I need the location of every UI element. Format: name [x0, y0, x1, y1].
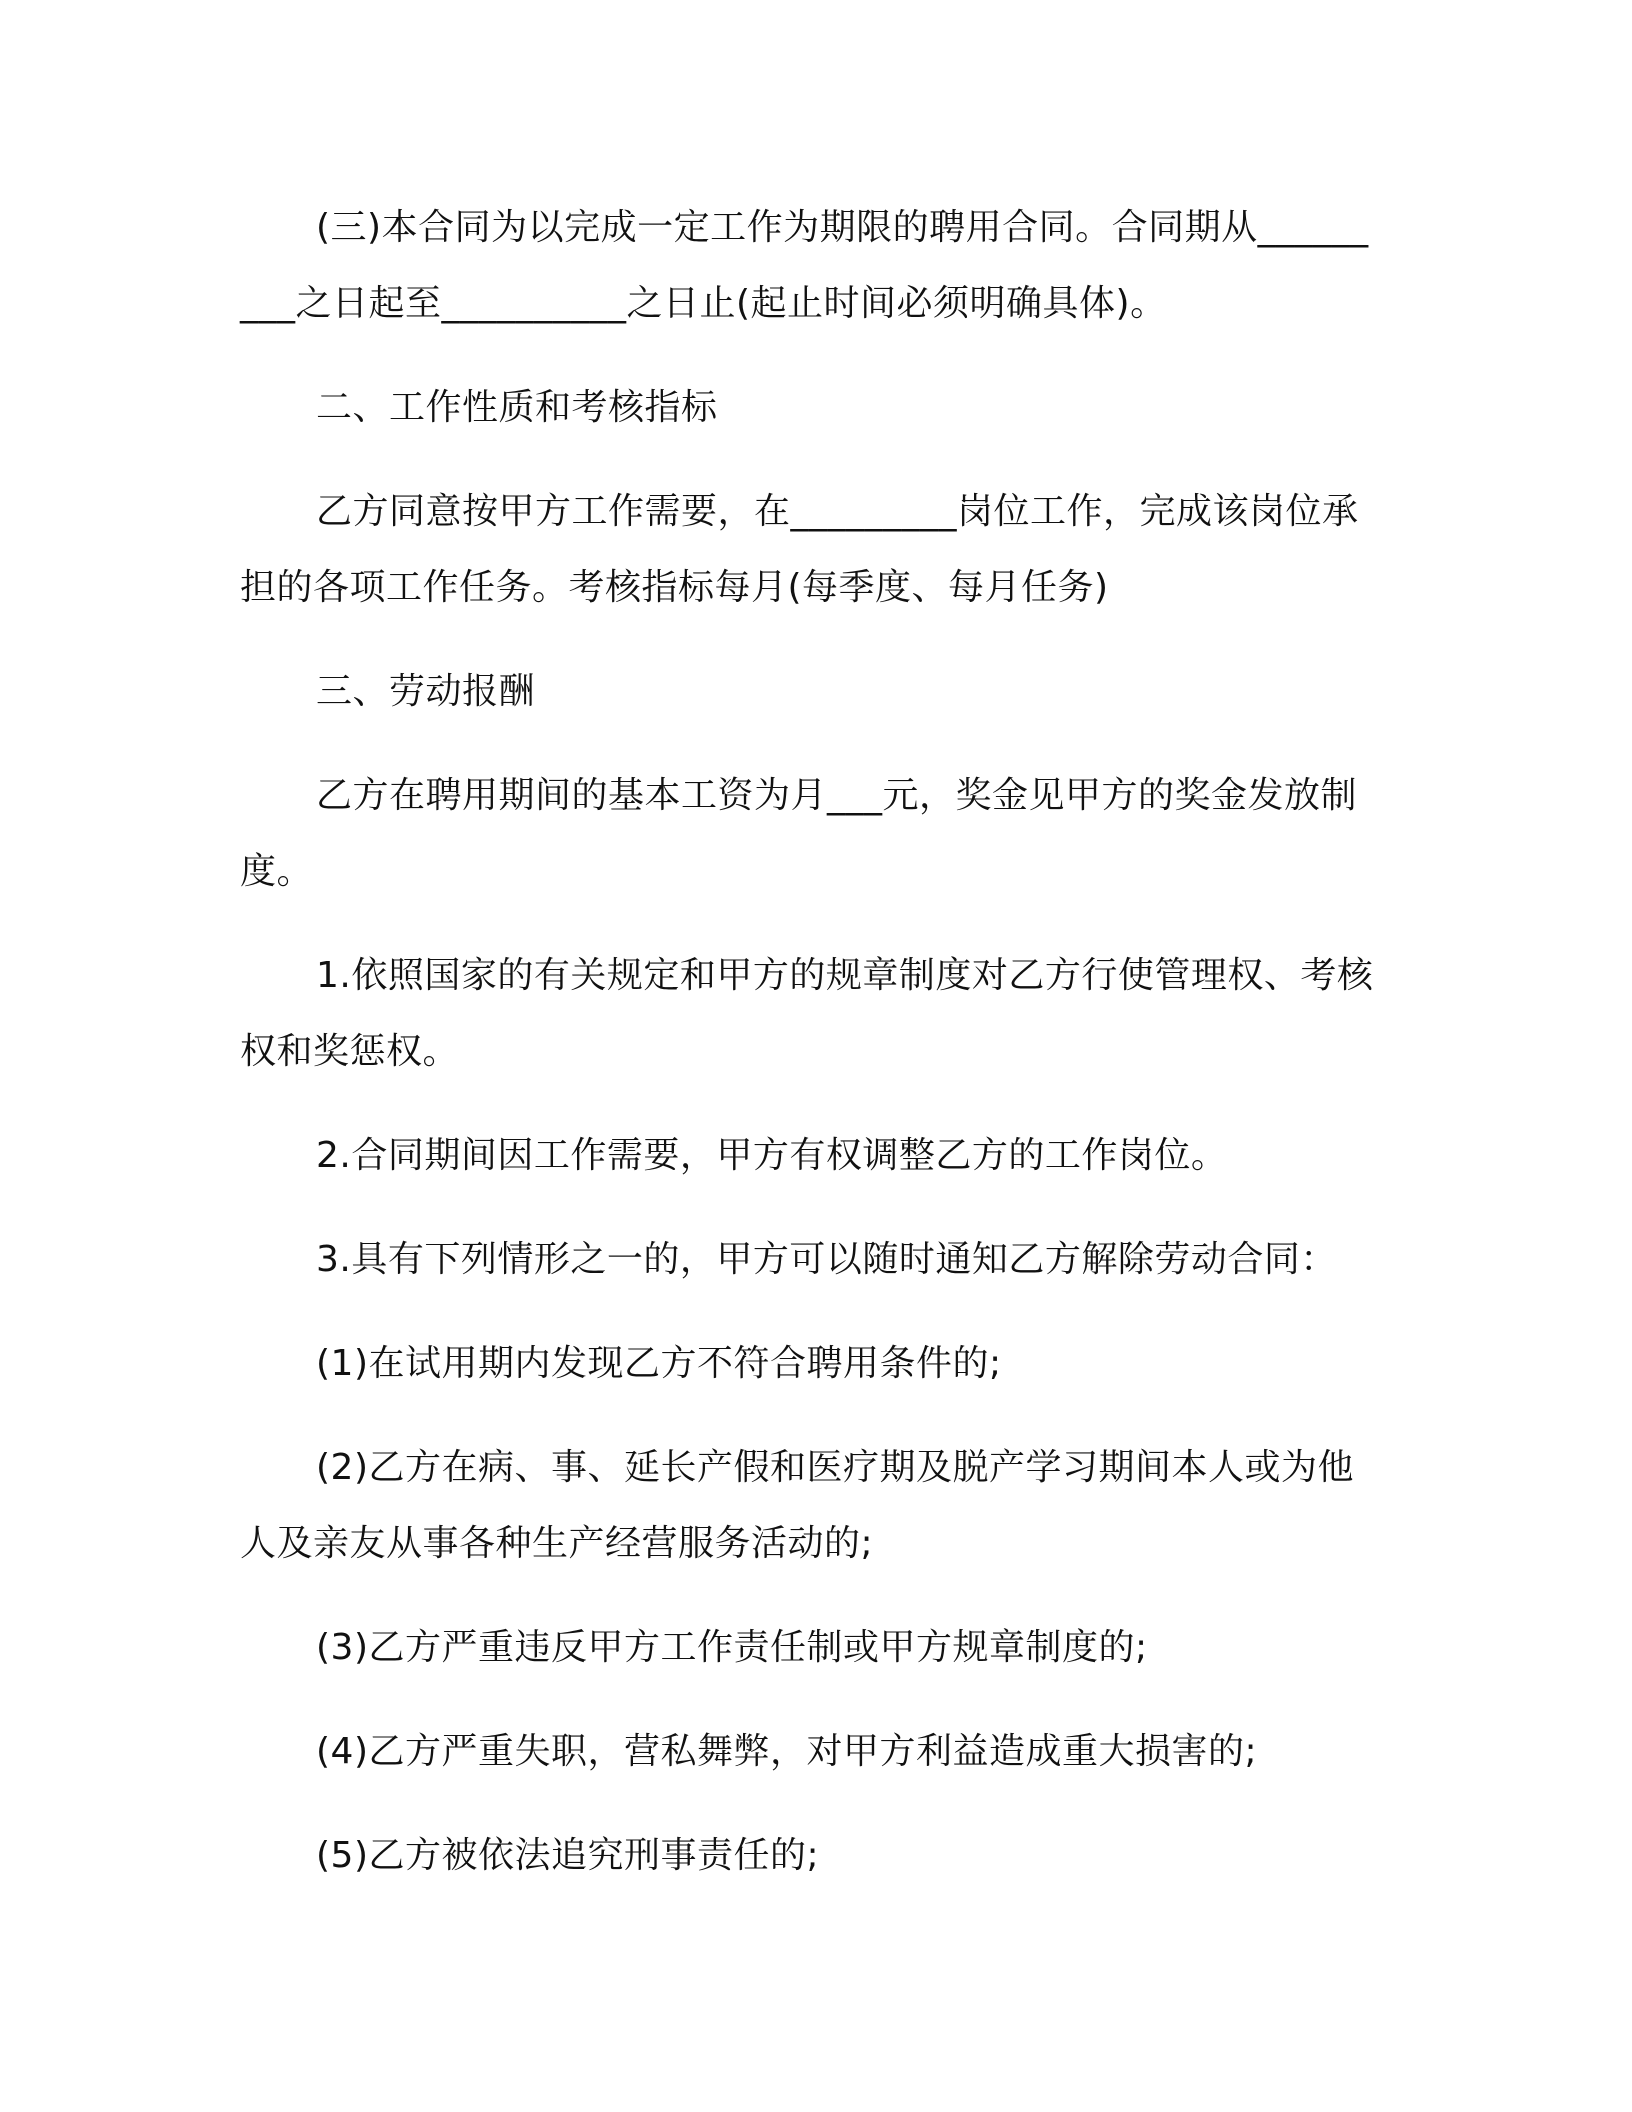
paragraph-salary: 乙方在聘用期间的基本工资为月___元，奖金见甲方的奖金发放制度。 [240, 775, 1358, 892]
paragraph-subitem-1: (1)在试用期内发现乙方不符合聘用条件的; [316, 1343, 1002, 1384]
paragraph-item-2: 2.合同期间因工作需要，甲方有权调整乙方的工作岗位。 [316, 1135, 1228, 1176]
paragraph-position: 乙方同意按甲方工作需要，在_________岗位工作，完成该岗位承担的各项工作任务。考核指标每月(每季度、每月任务) [240, 491, 1359, 608]
paragraph-subitem-4: (4)乙方严重失职，营私舞弊，对甲方利益造成重大损害的; [316, 1731, 1258, 1772]
heading-work-nature: 二、工作性质和考核指标 [316, 387, 718, 428]
paragraph-subitem-3: (3)乙方严重违反甲方工作责任制或甲方规章制度的; [316, 1627, 1148, 1668]
paragraph-item-3: 3.具有下列情形之一的，甲方可以随时通知乙方解除劳动合同： [316, 1239, 1337, 1280]
paragraph-contract-term: (三)本合同为以完成一定工作为期限的聘用合同。合同期从_________之日起至__________之日止(起止时间必须明确具体)。 [240, 207, 1369, 324]
document-body [240, 190, 1380, 1922]
paragraph-item-1: 1.依照国家的有关规定和甲方的规章制度对乙方行使管理权、考核权和奖惩权。 [240, 955, 1374, 1072]
paragraph-subitem-5: (5)乙方被依法追究刑事责任的; [316, 1835, 820, 1876]
paragraph-subitem-2: (2)乙方在病、事、延长产假和医疗期及脱产学习期间本人或为他人及亲友从事各种生产经营服务活动的; [240, 1447, 1354, 1564]
heading-remuneration: 三、劳动报酬 [316, 671, 536, 712]
